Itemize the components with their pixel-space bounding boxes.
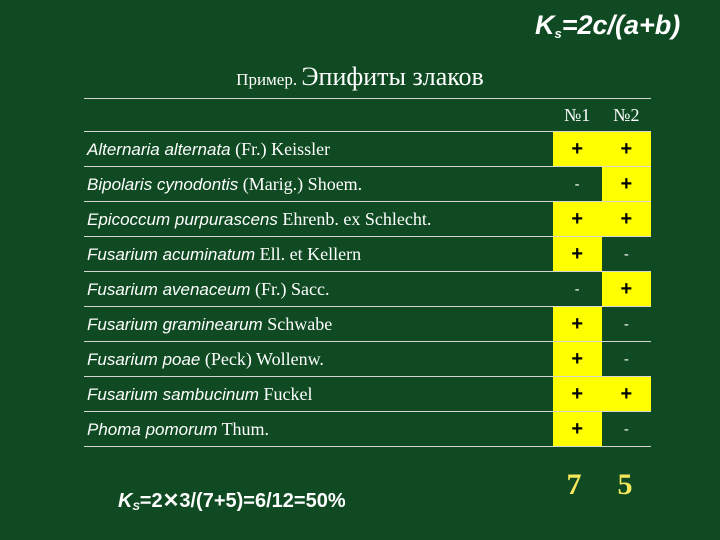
presence-cell-sample-2: - (602, 307, 651, 342)
species-name: Alternaria alternata (87, 139, 231, 159)
species-name: Fusarium acuminatum (87, 244, 256, 264)
presence-cell-sample-1: + (553, 307, 602, 342)
presence-cell-sample-1: + (553, 132, 602, 167)
species-author: Ehrenb. ex Schlecht. (277, 208, 432, 229)
formula-title: $K_s=2c/(a+b)$ (535, 10, 681, 41)
total-sample-1: 7 (566, 468, 582, 501)
table-row (84, 237, 651, 272)
species-author: (Peck) Wollenw. (200, 348, 324, 369)
species-name-cell (84, 412, 553, 447)
species-name: Bipolaris cynodontis (87, 174, 239, 194)
subtitle-main: Эпифиты злаков (301, 62, 484, 91)
header-sample-2: №2 (602, 99, 651, 132)
presence-cell-sample-1: - (553, 272, 602, 307)
table-row (84, 377, 651, 412)
species-name: Fusarium poae (87, 349, 201, 369)
presence-cell-sample-2: - (602, 342, 651, 377)
species-name-cell (84, 377, 553, 412)
species-name: Fusarium graminearum (87, 314, 263, 334)
species-author: Thum. (217, 418, 270, 439)
calculation-result: $K_S=2✕3/(7+5)=6/12=50\%$ (118, 490, 346, 513)
presence-cell-sample-1: - (553, 167, 602, 202)
total-sample-2: 5 (617, 468, 633, 501)
header-species (84, 99, 553, 132)
species-name-cell (84, 167, 553, 202)
species-table (84, 98, 651, 447)
presence-cell-sample-1: + (553, 237, 602, 272)
table-row (84, 132, 651, 167)
table-row (84, 342, 651, 377)
species-name: Epicoccum purpurascens (87, 209, 278, 229)
slide-subtitle (0, 62, 720, 92)
presence-cell-sample-1: + (553, 202, 602, 237)
presence-cell-sample-2: - (602, 237, 651, 272)
species-name: Phoma pomorum (87, 419, 218, 439)
presence-cell-sample-2: + (602, 202, 651, 237)
presence-cell-sample-2: + (602, 167, 651, 202)
species-author: Fuckel (258, 383, 313, 404)
species-author: (Marig.) Shoem. (238, 173, 363, 194)
species-name: Fusarium avenaceum (87, 279, 251, 299)
species-name-cell (84, 202, 553, 237)
presence-cell-sample-2: + (602, 272, 651, 307)
species-name-cell (84, 342, 553, 377)
species-name-cell (84, 132, 553, 167)
table-header-row (84, 99, 651, 132)
presence-cell-sample-2: + (602, 377, 651, 412)
species-author: (Fr.) Sacc. (250, 278, 330, 299)
table-row (84, 272, 651, 307)
species-author: Ell. et Kellern (255, 243, 362, 264)
species-author: (Fr.) Keissler (230, 138, 331, 159)
presence-cell-sample-2: + (602, 132, 651, 167)
subtitle-prefix: Пример. (236, 70, 302, 89)
species-name-cell (84, 237, 553, 272)
species-name: Fusarium sambucinum (87, 384, 259, 404)
species-author: Schwabe (262, 313, 333, 334)
header-sample-1: №1 (553, 99, 602, 132)
table-row (84, 167, 651, 202)
table-row (84, 202, 651, 237)
presence-cell-sample-1: + (553, 377, 602, 412)
table-row (84, 307, 651, 342)
presence-cell-sample-2: - (602, 412, 651, 447)
species-name-cell (84, 272, 553, 307)
presence-cell-sample-1: + (553, 412, 602, 447)
table-row (84, 412, 651, 447)
species-name-cell (84, 307, 553, 342)
presence-cell-sample-1: + (553, 342, 602, 377)
